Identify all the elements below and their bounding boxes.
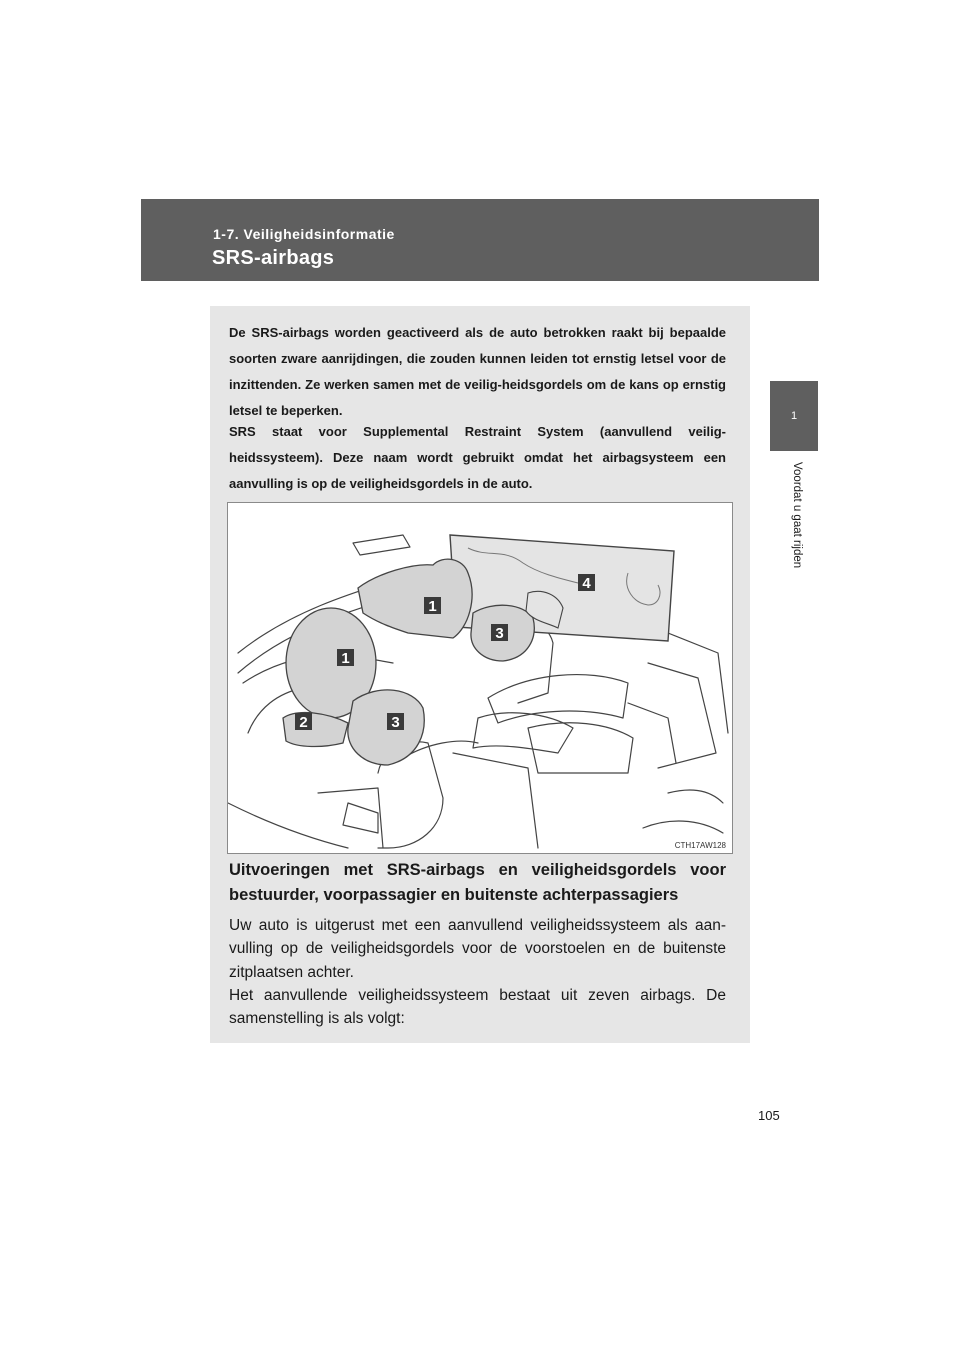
callout-3-driver-side [387,713,404,731]
callout-label: 3 [391,714,400,731]
intro-paragraph-2: SRS staat voor Supplemental Restraint System (aanvullend veilig-heidssysteem). Deze naam wordt gebruikt omdat het airbagsysteem een aanvulling is op de veiligheidsgordels in de auto. [229,424,726,491]
chapter-number: 1 [790,410,798,422]
car-interior-drawing [228,503,732,853]
callout-label: 1 [341,650,350,667]
section-body-1: Uw auto is uitgerust met een aanvullend veiligheidssysteem als aan-vulling op de veiligheidsgordels voor de voorstoelen en de buitenste zitplaatsen achter. [229,917,726,981]
callout-4-curtain [578,574,595,592]
section-body [229,914,726,1030]
section-heading: Uitvoeringen met SRS-airbags en veiligheidsgordels voor bestuurder, voorpassagier en buitenste achterpassagiers [229,861,726,904]
callout-label: 3 [495,625,504,642]
callout-1-passenger [424,597,441,615]
chapter-tab [770,381,818,451]
header-band [141,199,819,281]
callout-label: 1 [428,598,437,615]
callout-label: 4 [582,575,591,592]
callout-3-passenger-side [491,624,508,642]
section-body-2: Het aanvullende veiligheidssysteem bestaat uit zeven airbags. De samenstelling is als volgt: [229,986,726,1028]
chapter-title: Voordat u gaat rijden [791,462,803,569]
airbag-illustration [227,502,733,854]
content-box [210,306,750,1043]
callout-1-driver [337,649,354,667]
page-number: 105 [758,1108,780,1123]
callout-label: 2 [299,714,308,731]
section-label: 1-7. Veiligheidsinformatie [213,226,395,242]
callout-2-knee [295,713,312,731]
figure-code: CTH17AW128 [674,841,726,850]
page-title: SRS-airbags [212,247,335,269]
intro-paragraph-1: De SRS-airbags worden geactiveerd als de auto betrokken raakt bij bepaalde soorten zware aanrijdingen, die zouden kunnen leiden tot ernstig letsel voor de inzittenden. Ze werken samen met de veilig-heidsgordels om de kans op ernstig letsel te beperken. [229,325,726,418]
